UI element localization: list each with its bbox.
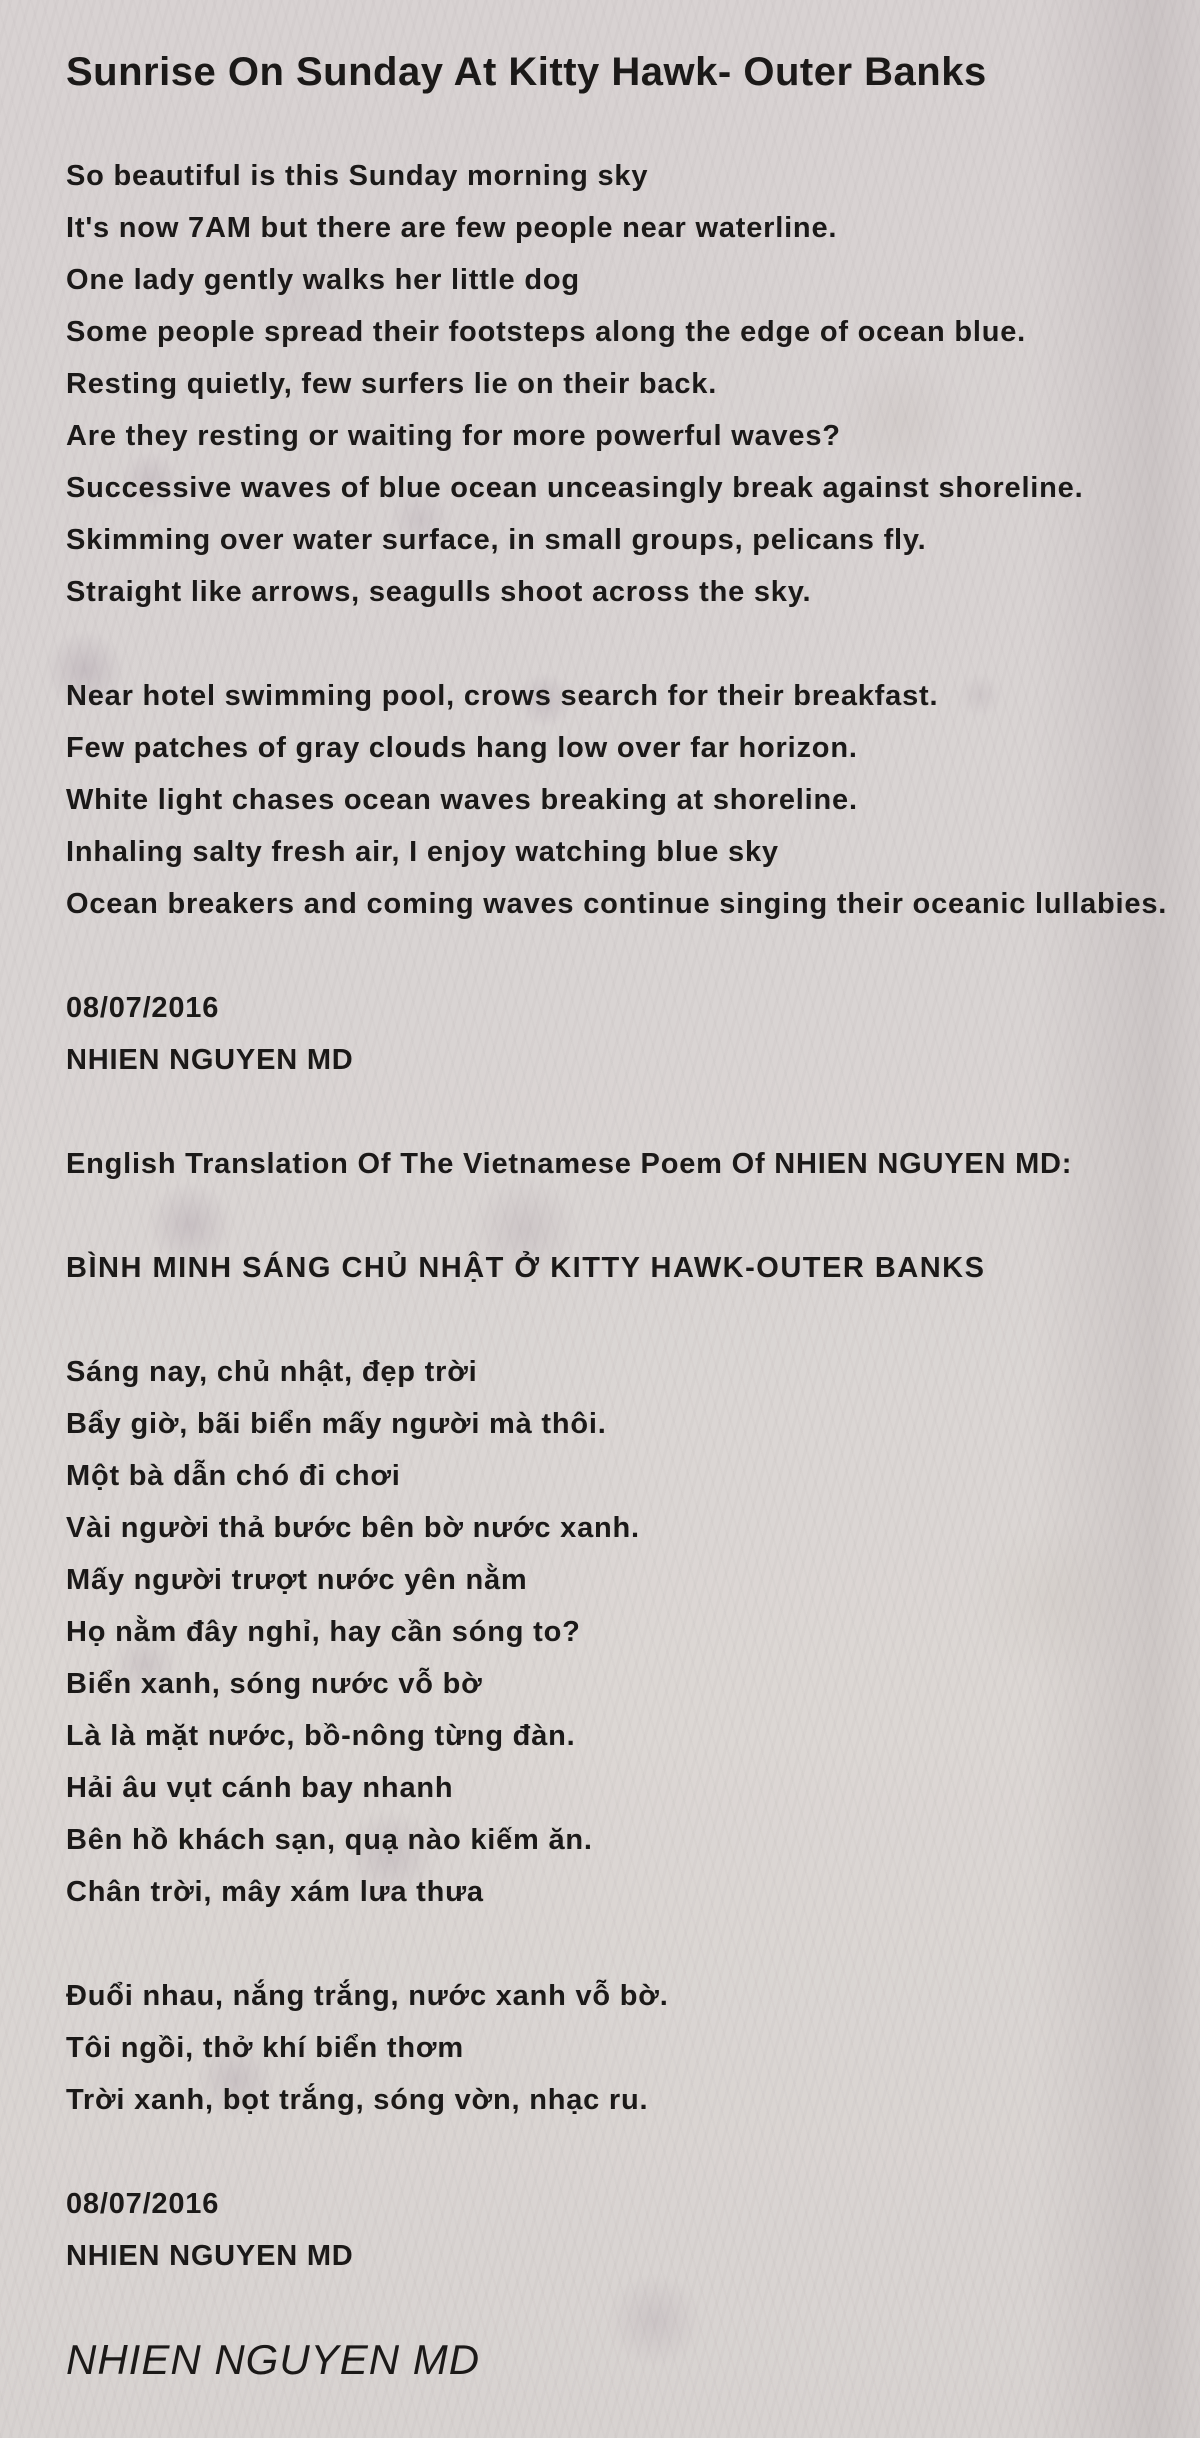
date-text: 08/07/2016	[66, 2188, 220, 2220]
author-name: NHIEN NGUYEN MD	[66, 2240, 354, 2272]
poem-line-vi: Chân trời, mây xám lưa thưa	[66, 1876, 484, 1908]
poem-line-en: Resting quietly, few surfers lie on their back.	[66, 368, 718, 400]
blank-line	[66, 618, 1200, 670]
poem-line-vi: Đuổi nhau, nắng trắng, nước xanh vỗ bờ.	[66, 1980, 669, 2012]
translation-note: English Translation Of The Vietnamese Poem Of NHIEN NGUYEN MD:	[66, 1148, 1073, 1180]
poem-line-en: Few patches of gray clouds hang low over far horizon.	[66, 732, 858, 764]
poem-line-vi: Hải âu vụt cánh bay nhanh	[66, 1772, 454, 1804]
poem-line-vi: Một bà dẫn chó đi chơi	[66, 1460, 401, 1492]
poem-line-en: Near hotel swimming pool, crows search for their breakfast.	[66, 680, 939, 712]
blank-line	[66, 98, 1200, 150]
blank-line	[66, 1294, 1200, 1346]
poem-line-en: White light chases ocean waves breaking at shoreline.	[66, 784, 858, 816]
poem-line-en: It's now 7AM but there are few people near waterline.	[66, 212, 838, 244]
blank-line	[66, 1190, 1200, 1242]
poem-line-en: Successive waves of blue ocean unceasingly break against shoreline.	[66, 472, 1084, 504]
blank-line	[66, 2282, 1200, 2334]
poem-title: Sunrise On Sunday At Kitty Hawk- Outer Banks	[66, 50, 987, 94]
poem-line-en: One lady gently walks her little dog	[66, 264, 580, 296]
author-name: NHIEN NGUYEN MD	[66, 1044, 354, 1076]
poem-line-en: Some people spread their footsteps along the edge of ocean blue.	[66, 316, 1027, 348]
poem-line-en: Inhaling salty fresh air, I enjoy watching blue sky	[66, 836, 779, 868]
poem-title-vietnamese: BÌNH MINH SÁNG CHỦ NHẬT Ở KITTY HAWK-OUTER BANKS	[66, 1252, 986, 1284]
poem-line-en: Skimming over water surface, in small groups, pelicans fly.	[66, 524, 927, 556]
date-text: 08/07/2016	[66, 992, 220, 1024]
poem-line-vi: Vài người thả bước bên bờ nước xanh.	[66, 1512, 640, 1544]
poem-line-vi: Sáng nay, chủ nhật, đẹp trời	[66, 1356, 478, 1388]
poem-line-vi: Trời xanh, bọt trắng, sóng vờn, nhạc ru.	[66, 2084, 649, 2116]
poem-line-vi: Là là mặt nước, bồ-nông từng đàn.	[66, 1720, 576, 1752]
poem-line-vi: Biển xanh, sóng nước vỗ bờ	[66, 1668, 483, 1700]
poem-line-en: Straight like arrows, seagulls shoot across the sky.	[66, 576, 812, 608]
signature-name: NHIEN NGUYEN MD	[66, 2336, 481, 2383]
poem-line-en: So beautiful is this Sunday morning sky	[66, 160, 649, 192]
blank-line	[66, 1918, 1200, 1970]
blank-line	[66, 930, 1200, 982]
poem-line-vi: Bên hồ khách sạn, quạ nào kiếm ăn.	[66, 1824, 593, 1856]
poem-line-en: Ocean breakers and coming waves continue singing their oceanic lullabies.	[66, 888, 1168, 920]
poem-line-vi: Họ nằm đây nghỉ, hay cần sóng to?	[66, 1616, 581, 1648]
blank-line	[66, 2126, 1200, 2178]
poem-line-vi: Mấy người trượt nước yên nằm	[66, 1564, 528, 1596]
poem-line-vi: Bẩy giờ, bãi biển mấy người mà thôi.	[66, 1408, 607, 1440]
poem-line-vi: Tôi ngồi, thở khí biển thơm	[66, 2032, 464, 2064]
poem-line-en: Are they resting or waiting for more powerful waves?	[66, 420, 841, 452]
blank-line	[66, 1086, 1200, 1138]
